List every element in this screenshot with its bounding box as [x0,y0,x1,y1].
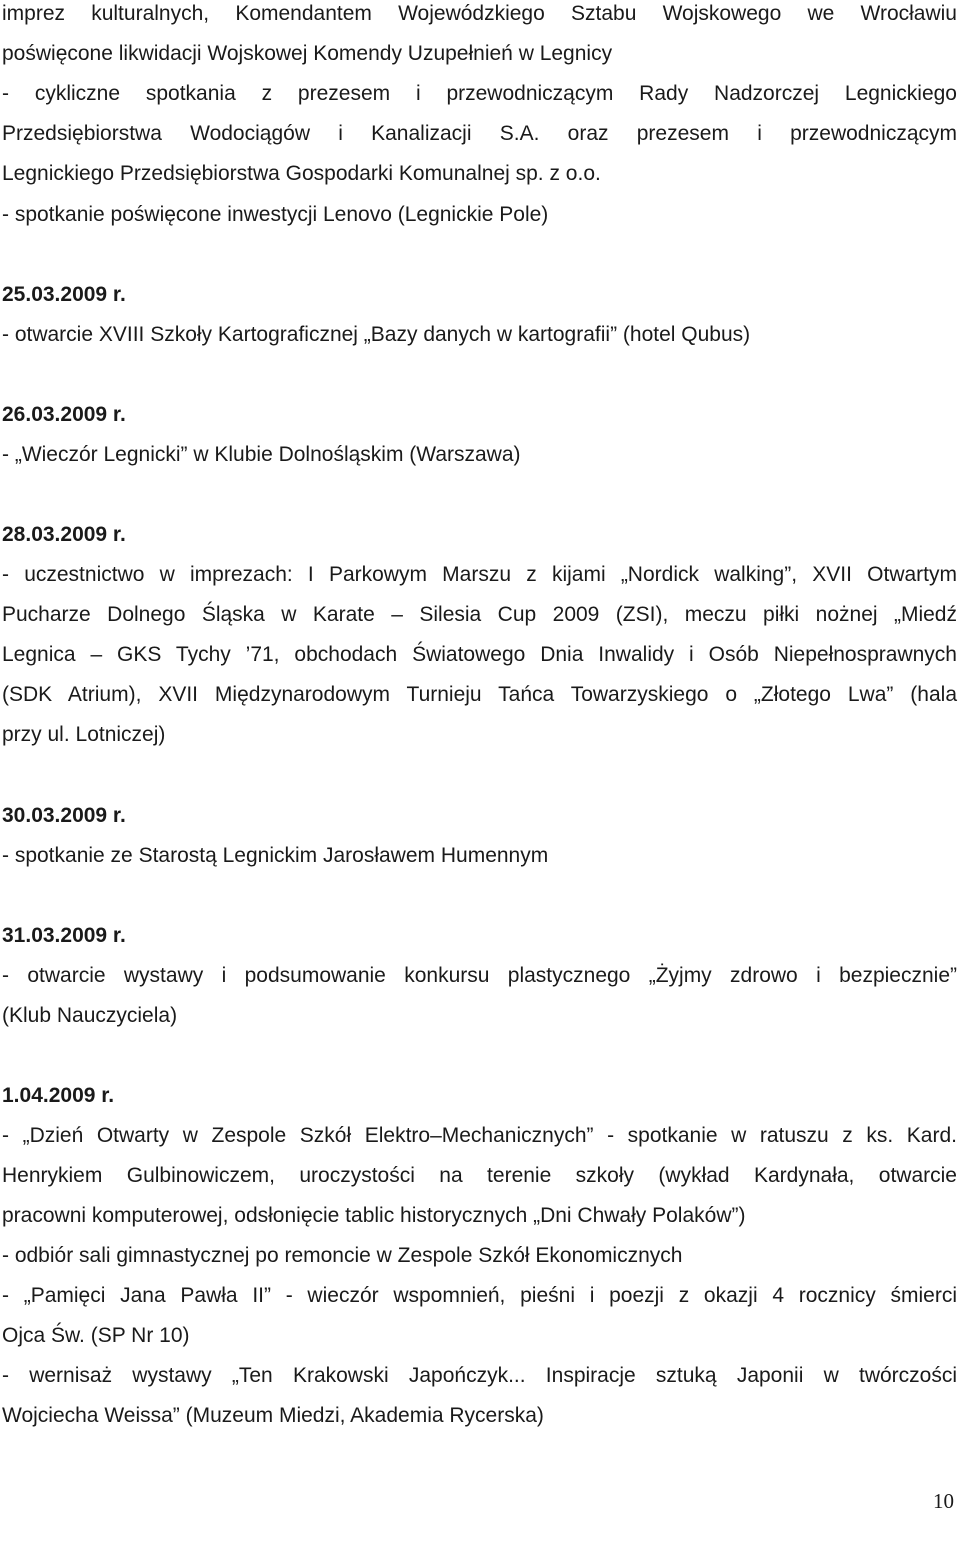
paragraph-line: Przedsiębiorstwa Wodociągów i Kanalizacji S.A. oraz prezesem i przewodniczącym [2,122,957,145]
entry-date: 25.03.2009 r. [2,283,126,306]
paragraph-line: poświęcone likwidacji Wojskowej Komendy Uzupełnień w Legnicy [2,42,613,65]
entry-line: Pucharze Dolnego Śląska w Karate – Silesia Cup 2009 (ZSI), meczu piłki nożnej „Miedź [2,603,957,626]
paragraph-line: - cykliczne spotkania z prezesem i przewodniczącym Rady Nadzorczej Legnickiego [2,82,957,105]
paragraph-line: Legnickiego Przedsiębiorstwa Gospodarki Komunalnej sp. z o.o. [2,162,601,185]
entry-line: przy ul. Lotniczej) [2,723,166,746]
entry-date: 26.03.2009 r. [2,403,126,426]
entry-line: - wernisaż wystawy „Ten Krakowski Japończyk... Inspiracje sztuką Japonii w twórczości [2,1364,957,1387]
entry-line: - otwarcie wystawy i podsumowanie konkursu plastycznego „Żyjmy zdrowo i bezpiecznie” [2,964,957,987]
entry-line: - uczestnictwo w imprezach: I Parkowym Marszu z kijami „Nordick walking”, XVII Otwartym [2,563,957,586]
entry-line: (Klub Nauczyciela) [2,1004,178,1027]
entry-date: 30.03.2009 r. [2,804,126,827]
entry-line: - odbiór sali gimnastycznej po remoncie w Zespole Szkół Ekonomicznych [2,1244,683,1267]
paragraph-line: imprez kulturalnych, Komendantem Wojewódzkiego Sztabu Wojskowego we Wrocławiu [2,2,957,25]
entry-line: - „Pamięci Jana Pawła II” - wieczór wspomnień, pieśni i poezji z okazji 4 rocznicy śmierci [2,1284,957,1307]
page-number: 10 [933,1489,954,1513]
entry-date: 1.04.2009 r. [2,1084,115,1107]
entry-line: Ojca Św. (SP Nr 10) [2,1324,190,1347]
entry-line: - „Dzień Otwarty w Zespole Szkół Elektro–Mechanicznych” - spotkanie w ratuszu z ks. Kard. [2,1124,957,1147]
paragraph-line: - spotkanie poświęcone inwestycji Lenovo (Legnickie Pole) [2,203,549,226]
entry-line: Legnica – GKS Tychy ’71, obchodach Światowego Dnia Inwalidy i Osób Niepełnosprawnych [2,643,957,666]
entry-line: (SDK Atrium), XVII Międzynarodowym Turnieju Tańca Towarzyskiego o „Złotego Lwa” (hala [2,683,957,706]
entry-line: Wojciecha Weissa” (Muzeum Miedzi, Akademia Rycerska) [2,1404,544,1427]
entry-line: - „Wieczór Legnicki” w Klubie Dolnośląskim (Warszawa) [2,443,521,466]
entry-line: - spotkanie ze Starostą Legnickim Jarosławem Humennym [2,844,549,867]
entry-line: pracowni komputerowej, odsłonięcie tablic historycznych „Dni Chwały Polaków”) [2,1204,746,1227]
entry-date: 28.03.2009 r. [2,523,126,546]
entry-line: - otwarcie XVIII Szkoły Kartograficznej „Bazy danych w kartografii” (hotel Qubus) [2,323,751,346]
entry-line: Henrykiem Gulbinowiczem, uroczystości na terenie szkoły (wykład Kardynała, otwarcie [2,1164,957,1187]
entry-date: 31.03.2009 r. [2,924,126,947]
